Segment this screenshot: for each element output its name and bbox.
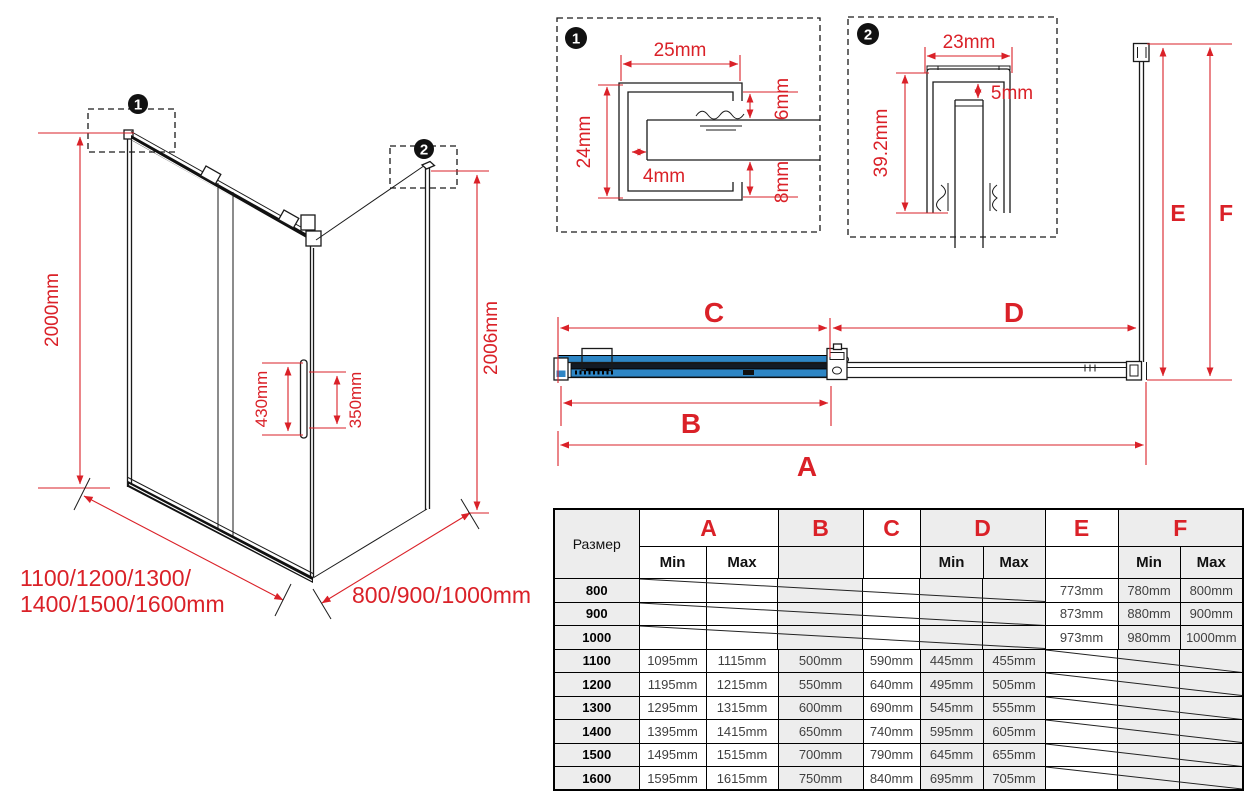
col-header-e: E <box>1045 509 1118 547</box>
value-cell: 445mm <box>920 649 983 673</box>
dim-d-label: D <box>1003 297 1025 328</box>
value-cell: 1495mm <box>639 743 706 767</box>
value-cell: 705mm <box>983 767 1045 791</box>
table-row <box>554 767 1243 791</box>
value-cell: 980mm <box>1118 626 1180 650</box>
col-header-a: A <box>639 509 778 547</box>
na-region <box>1045 720 1243 744</box>
na-region <box>1045 696 1243 720</box>
row-size: 1300 <box>554 696 639 720</box>
rail-end-cap <box>301 215 315 230</box>
dim-350-label: 350mm <box>346 371 365 429</box>
side-panel <box>313 162 435 579</box>
dim-39-label: 39.2mm <box>871 108 892 178</box>
glass-clip-left <box>937 183 949 211</box>
callout-2 <box>390 139 457 188</box>
table-row <box>554 673 1243 697</box>
row-size: 1000 <box>554 626 639 650</box>
value-cell: 690mm <box>863 696 920 720</box>
value-cell: 773mm <box>1045 579 1118 603</box>
detail-1 <box>557 18 820 232</box>
dim-6-label: 6mm <box>772 77 793 121</box>
wall-profile-left <box>124 130 133 487</box>
value-cell: 1315mm <box>706 696 778 720</box>
row-size: 1400 <box>554 720 639 744</box>
value-cell: 555mm <box>983 696 1045 720</box>
value-cell: 880mm <box>1118 602 1180 626</box>
glass-clip <box>696 111 744 119</box>
value-cell: 790mm <box>863 743 920 767</box>
value-cell: 973mm <box>1045 626 1118 650</box>
plan-wall-bracket <box>554 358 568 380</box>
detail-1-number: 1 <box>571 30 581 48</box>
subheader-f-min: Min <box>1118 547 1180 579</box>
dim-e-f <box>1147 44 1233 380</box>
plan-sliding-door <box>558 356 849 363</box>
value-cell: 650mm <box>778 720 863 744</box>
col-header-d: D <box>920 509 1045 547</box>
subheader-f-max: Max <box>1180 547 1243 579</box>
value-cell: 840mm <box>863 767 920 791</box>
row-size: 800 <box>554 579 639 603</box>
value-cell: 800mm <box>1180 579 1243 603</box>
glass-clip-right <box>990 183 997 211</box>
value-cell: 595mm <box>920 720 983 744</box>
subheader-d-min: Min <box>920 547 983 579</box>
dim-a <box>558 382 1146 482</box>
value-cell: 495mm <box>920 673 983 697</box>
table-row <box>554 602 1243 626</box>
front-widths-label-line1: 1100/1200/1300/ <box>20 565 191 591</box>
table-row <box>554 579 1243 603</box>
plan-side-panel <box>1127 44 1150 381</box>
front-widths-label-line2: 1400/1500/1600mm <box>20 591 225 617</box>
subheader-a-min: Min <box>639 547 706 579</box>
detail-2-dims <box>871 32 1033 213</box>
value-cell: 873mm <box>1045 602 1118 626</box>
value-cell: 1215mm <box>706 673 778 697</box>
dim-4-label: 4mm <box>642 166 686 187</box>
na-region <box>1045 743 1243 767</box>
subheader-e-blank <box>1045 547 1118 579</box>
value-cell: 780mm <box>1118 579 1180 603</box>
table-row <box>554 743 1243 767</box>
na-region <box>639 626 1045 650</box>
na-region <box>639 579 1045 603</box>
dim-430-label: 430mm <box>252 370 271 428</box>
value-cell: 455mm <box>983 649 1045 673</box>
row-size: 1200 <box>554 673 639 697</box>
na-region <box>1045 649 1243 673</box>
value-cell: 1615mm <box>706 767 778 791</box>
col-header-f: F <box>1118 509 1243 547</box>
dim-handle-430 <box>252 363 303 435</box>
value-cell: 1595mm <box>639 767 706 791</box>
col-header-c: C <box>863 509 920 547</box>
value-cell: 655mm <box>983 743 1045 767</box>
detail-2-number: 2 <box>863 26 873 44</box>
value-cell: 645mm <box>920 743 983 767</box>
col-header-b: B <box>778 509 863 547</box>
value-cell: 1415mm <box>706 720 778 744</box>
value-cell: 1395mm <box>639 720 706 744</box>
plan-view <box>554 44 1233 483</box>
dim-24-label: 24mm <box>574 115 595 169</box>
na-region <box>1045 673 1243 697</box>
value-cell: 500mm <box>778 649 863 673</box>
subheader-a-max: Max <box>706 547 778 579</box>
dim-5-label: 5mm <box>990 83 1034 104</box>
dim-handle-350 <box>309 372 365 429</box>
dim-2000-label: 2000mm <box>42 273 63 347</box>
dim-25-label: 25mm <box>653 40 707 61</box>
value-cell: 550mm <box>778 673 863 697</box>
dim-f-label: F <box>1218 200 1234 226</box>
dim-2006-label: 2006mm <box>481 301 502 375</box>
value-cell: 1195mm <box>639 673 706 697</box>
na-region <box>1045 767 1243 791</box>
value-cell: 1295mm <box>639 696 706 720</box>
subheader-b-blank <box>778 547 863 579</box>
size-table <box>553 508 1244 791</box>
dim-2000 <box>38 133 134 488</box>
value-cell: 605mm <box>983 720 1045 744</box>
value-cell: 640mm <box>863 673 920 697</box>
size-table-header <box>554 509 1243 579</box>
value-cell: 900mm <box>1180 602 1243 626</box>
value-cell: 1515mm <box>706 743 778 767</box>
dim-8-label: 8mm <box>772 160 793 204</box>
door-handle <box>301 360 308 438</box>
row-size: 900 <box>554 602 639 626</box>
value-cell: 505mm <box>983 673 1045 697</box>
dim-b-label: B <box>680 408 702 439</box>
table-row <box>554 626 1243 650</box>
row-size: 1100 <box>554 649 639 673</box>
detail-2 <box>848 17 1057 248</box>
col-header-size: Размер <box>554 509 639 579</box>
plan-rail <box>568 363 1140 378</box>
value-cell: 750mm <box>778 767 863 791</box>
dim-b <box>561 386 831 439</box>
value-cell: 1000mm <box>1180 626 1243 650</box>
dim-e-label: E <box>1170 200 1186 226</box>
table-row <box>554 649 1243 673</box>
dim-23-label: 23mm <box>942 32 996 53</box>
dim-c-label: C <box>703 297 725 328</box>
subheader-c-blank <box>863 547 920 579</box>
value-cell: 590mm <box>863 649 920 673</box>
dim-d <box>833 297 1136 328</box>
top-rail <box>131 132 321 247</box>
isometric-view <box>20 94 531 619</box>
value-cell: 1115mm <box>706 649 778 673</box>
value-cell: 695mm <box>920 767 983 791</box>
table-row <box>554 696 1243 720</box>
row-size: 1600 <box>554 767 639 791</box>
size-table-body <box>554 579 1243 791</box>
side-depths-label: 800/900/1000mm <box>352 582 532 608</box>
row-size: 1500 <box>554 743 639 767</box>
subheader-d-max: Max <box>983 547 1045 579</box>
callout-2-number: 2 <box>419 141 429 159</box>
value-cell: 740mm <box>863 720 920 744</box>
dim-a-label: A <box>796 451 818 482</box>
detail-1-dims <box>574 40 798 203</box>
dim-2006 <box>431 171 502 513</box>
value-cell: 600mm <box>778 696 863 720</box>
corner-post <box>311 246 314 577</box>
table-row <box>554 720 1243 744</box>
value-cell: 700mm <box>778 743 863 767</box>
value-cell: 1095mm <box>639 649 706 673</box>
callout-1-number: 1 <box>133 96 143 114</box>
na-region <box>639 602 1045 626</box>
value-cell: 545mm <box>920 696 983 720</box>
